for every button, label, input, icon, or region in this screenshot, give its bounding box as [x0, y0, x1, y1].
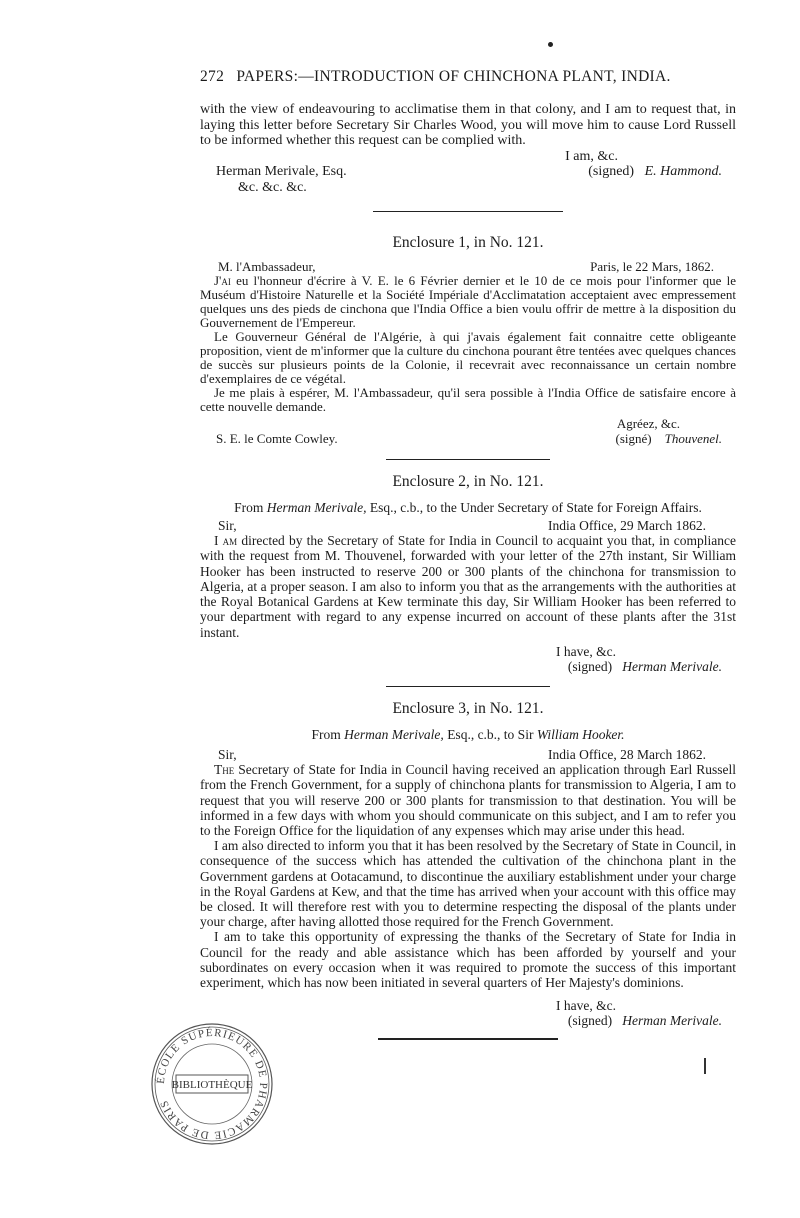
ink-mark	[548, 42, 553, 47]
library-stamp	[150, 1022, 274, 1146]
enclosure-2-closing: I have, &c.	[556, 643, 616, 659]
letter-addressee: Herman Merivale, Esq.	[216, 164, 347, 179]
enclosure-3-signer: Herman Merivale.	[622, 1013, 722, 1029]
enclosure-2-paragraph: I am directed by the Secretary of State for India in Council to acquaint you that, in compliance with the request from M. Thouvenel, forwarded with your letter of the 27th instant, Sir William Hooker has been instructed to reserve 200 or 300 plants of the chinchona for transmission to Algeria, at a proper season. I am also to inform you that as the arrangements with the authorities at the Royal Botanical Gardens at Kew terminate this day, Sir William Hooker has been referred to your department with regard to any expense incurred on account of these plants after the 31st instant.	[200, 533, 737, 640]
enclosure-2-salutation: Sir,	[218, 518, 237, 534]
ink-mark	[704, 1058, 706, 1074]
page-number: 272	[200, 68, 225, 85]
enclosure-3-paragraph-1: The Secretary of State for India in Council having received an application through Earl Russell from the French Government, for a supply of chinchona plants for transmission to Algeria, I am to request that you will reserve 200 or 300 plants for transmission to that destination. You will be informed in a few days with whom you should communicate on this subject, and I am to refer you to the Foreign Office for the liquidation of any expenses which may arise under this head.	[200, 762, 736, 838]
enclosure-1-signed-label: (signé)	[615, 431, 652, 447]
enclosure-2-from-line: From Herman Merivale, Esq., c.b., to the Under Secretary of State for Foreign Affairs.	[234, 500, 702, 516]
enclosure-1-signer: Thouvenel.	[664, 431, 722, 447]
enclosure-3-salutation: Sir,	[218, 747, 237, 763]
enclosure-3-paragraph-3: I am to take this opportunity of expressing the thanks of the Secretary of State for India in Council for the ready and able assistance which has been afforded by yourself and your subordinates on every occasion when it was required to promote the success of this important experiment, which has now been initiated in several quarters of Her Majesty's dominions.	[200, 929, 736, 990]
page-header	[200, 68, 736, 86]
enclosure-3-paragraph-2: I am also directed to inform you that it has been resolved by the Secretary of State in Council, in consequence of the success which has attended the cultivation of the chinchona plant in the Government gardens at Ootacamund, to discontinue the auxiliary establishment under your charge in the Royal Gardens at Kew, and that the time has arrived when your account with this office may be closed. It will therefore rest with you to determine respecting the disposal of the plants under your charge, after having allotted those required for the French Government.	[200, 838, 736, 930]
enclosure-3-closing: I have, &c.	[556, 998, 616, 1014]
letter-addressee-etc: &c. &c. &c.	[238, 179, 307, 195]
stamp-ring-text: ÉCOLE SUPÉRIEURE DE PHARMACIE DE PARIS	[154, 1026, 270, 1142]
enclosure-3-signed-label: (signed)	[567, 1013, 613, 1029]
letter-signer: E. Hammond.	[644, 164, 722, 179]
enclosure-3-date: India Office, 28 March 1862.	[548, 747, 706, 763]
enclosure-3-from-line: From Herman Merivale, Esq., c.b., to Sir William Hooker.	[311, 727, 625, 743]
enclosure-2-signer: Herman Merivale.	[622, 658, 722, 674]
document-page	[200, 48, 736, 1040]
stamp-center-text: BIBLIOTHÈQUE	[171, 1079, 253, 1091]
enclosure-1-paragraph-1: J'ai eu l'honneur d'écrire à V. E. le 6 Février dernier et le 10 de ce mois pour l'informer que le Muséum d'Histoire Naturelle et la Société Impériale d'Acclimatation acceptaient avec empressement quelques uns des pieds de cinchona que l'India Office a bien voulu offrir de mettre à la disposition du Gouvernement de l'Empereur.	[200, 273, 736, 331]
section-divider	[378, 1038, 558, 1039]
letter-signed-label: (signed)	[588, 164, 635, 179]
enclosure-2-date: India Office, 29 March 1862.	[548, 518, 706, 534]
enclosure-1-paragraph-2: Le Gouverneur Général de l'Algérie, à qui j'avais également fait connaitre cette obligeante proposition, vient de m'informer que la culture du cinchona pourant être tentées avec quelques chances de succès sur plusieurs points de la Colonie, il recevrait avec reconnaissance un certain nombre d'exemplaires de ce végétal.	[200, 329, 736, 387]
enclosure-1-addressee: S. E. le Comte Cowley.	[216, 431, 338, 447]
enclosure-1-closing: Agréez, &c.	[616, 416, 680, 432]
running-title: PAPERS:—INTRODUCTION OF CHINCHONA PLANT, INDIA.	[236, 68, 671, 85]
enclosure-1-heading: Enclosure 1, in No. 121.	[392, 234, 544, 252]
letter-continuation: with the view of endeavouring to acclimatise them in that colony, and I am to request that, in laying this letter before Secretary Sir Charles Wood, you will move him to cause Lord Russell to be informed whether this request can be complied with.	[200, 102, 736, 148]
enclosure-2-heading: Enclosure 2, in No. 121.	[392, 473, 544, 491]
enclosure-3-heading: Enclosure 3, in No. 121.	[392, 700, 544, 718]
letter-closing: I am, &c.	[565, 148, 618, 164]
enclosure-1-salutation: M. l'Ambassadeur,	[218, 259, 316, 275]
enclosure-2-signed-label: (signed)	[567, 658, 613, 674]
enclosure-1-date: Paris, le 22 Mars, 1862.	[590, 259, 714, 275]
enclosure-1-paragraph-3: Je me plais à espérer, M. l'Ambassadeur, qu'il sera possible à l'India Office de satisfaire encore à cette nouvelle demande.	[200, 385, 736, 415]
